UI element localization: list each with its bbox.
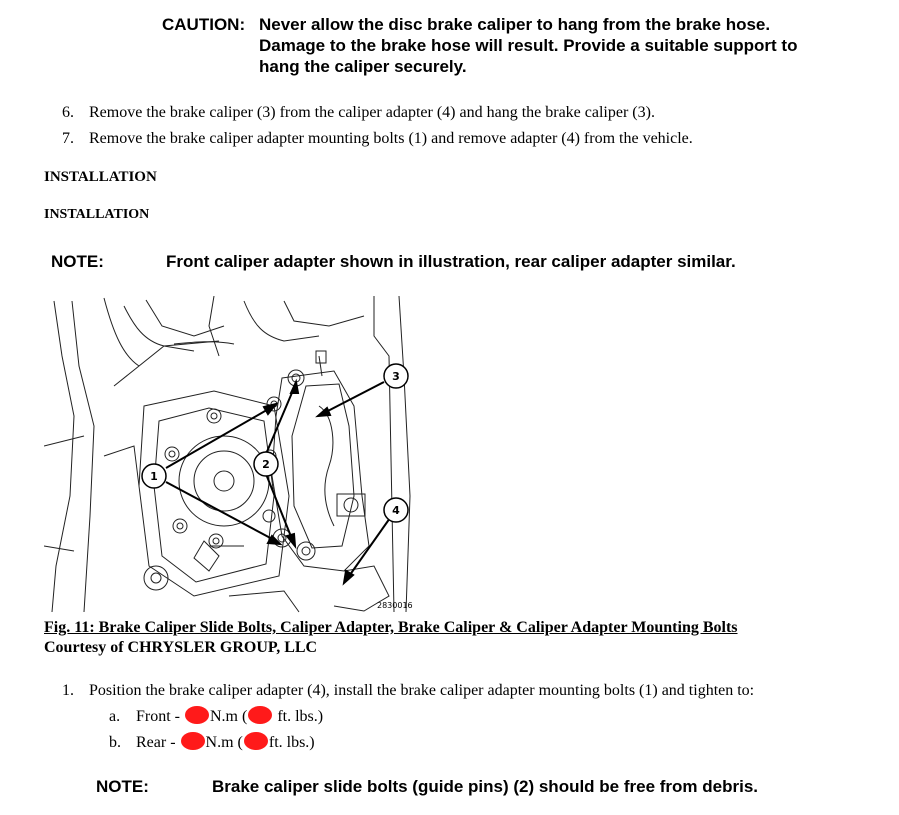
removal-steps-list <box>62 100 693 152</box>
step-text: Remove the brake caliper adapter mounting bolts (1) and remove adapter (4) from the vehicle. <box>89 130 693 147</box>
torque-unit: N.m ( <box>210 708 248 725</box>
install-steps-list <box>62 678 754 756</box>
list-item <box>62 100 693 126</box>
callout-4: 4 <box>392 504 400 517</box>
brake-caliper-illustration <box>44 296 420 614</box>
caution-line: Never allow the disc brake caliper to hang from the brake hose. <box>259 15 771 34</box>
caution-line: hang the caliper securely. <box>259 57 467 76</box>
figure-title: Fig. 11: Brake Caliper Slide Bolts, Caliper Adapter, Brake Caliper & Caliper Adapter Mounting Bolts <box>44 619 738 636</box>
step-number: 1. <box>62 682 74 699</box>
note-label: NOTE: <box>96 777 149 796</box>
callout-3: 3 <box>392 370 400 383</box>
torque-front-row <box>109 704 754 730</box>
figure-courtesy: Courtesy of CHRYSLER GROUP, LLC <box>44 639 318 656</box>
step-number: 6. <box>62 104 74 121</box>
sub-step-letter: a. <box>109 708 121 725</box>
torque-unit: ft. lbs.) <box>277 708 324 725</box>
sub-step-letter: b. <box>109 734 121 751</box>
torque-unit: N.m ( <box>205 734 243 751</box>
callout-1: 1 <box>150 470 158 483</box>
caution-label: CAUTION: <box>162 15 246 34</box>
step-text: Position the brake caliper adapter (4), install the brake caliper adapter mounting bolts (1) and tighten to: <box>89 682 755 699</box>
note-text: Front caliper adapter shown in illustration, rear caliper adapter similar. <box>166 252 736 271</box>
redaction-mark <box>181 732 205 750</box>
note-text: Brake caliper slide bolts (guide pins) (2) should be free from debris. <box>212 777 759 796</box>
torque-unit: ft. lbs.) <box>268 734 315 751</box>
note-label: NOTE: <box>51 252 104 271</box>
figure-caption <box>44 618 738 658</box>
step-number: 7. <box>62 130 74 147</box>
redaction-mark <box>244 732 268 750</box>
step-text: Remove the brake caliper (3) from the caliper adapter (4) and hang the brake caliper (3). <box>89 104 655 121</box>
figure-code: 2830016 <box>377 601 413 610</box>
redaction-mark <box>248 706 272 724</box>
redaction-mark <box>185 706 209 724</box>
list-item <box>62 126 693 152</box>
torque-rear-row <box>109 730 754 756</box>
callout-2: 2 <box>262 458 270 471</box>
list-item <box>62 678 754 704</box>
caution-line: Damage to the brake hose will result. Provide a suitable support to <box>259 36 798 55</box>
caution-text <box>259 14 879 77</box>
section-heading-installation: INSTALLATION <box>44 169 157 185</box>
torque-label: Front - <box>136 708 180 725</box>
torque-label: Rear - <box>136 734 176 751</box>
section-heading-installation-2: INSTALLATION <box>44 207 150 222</box>
